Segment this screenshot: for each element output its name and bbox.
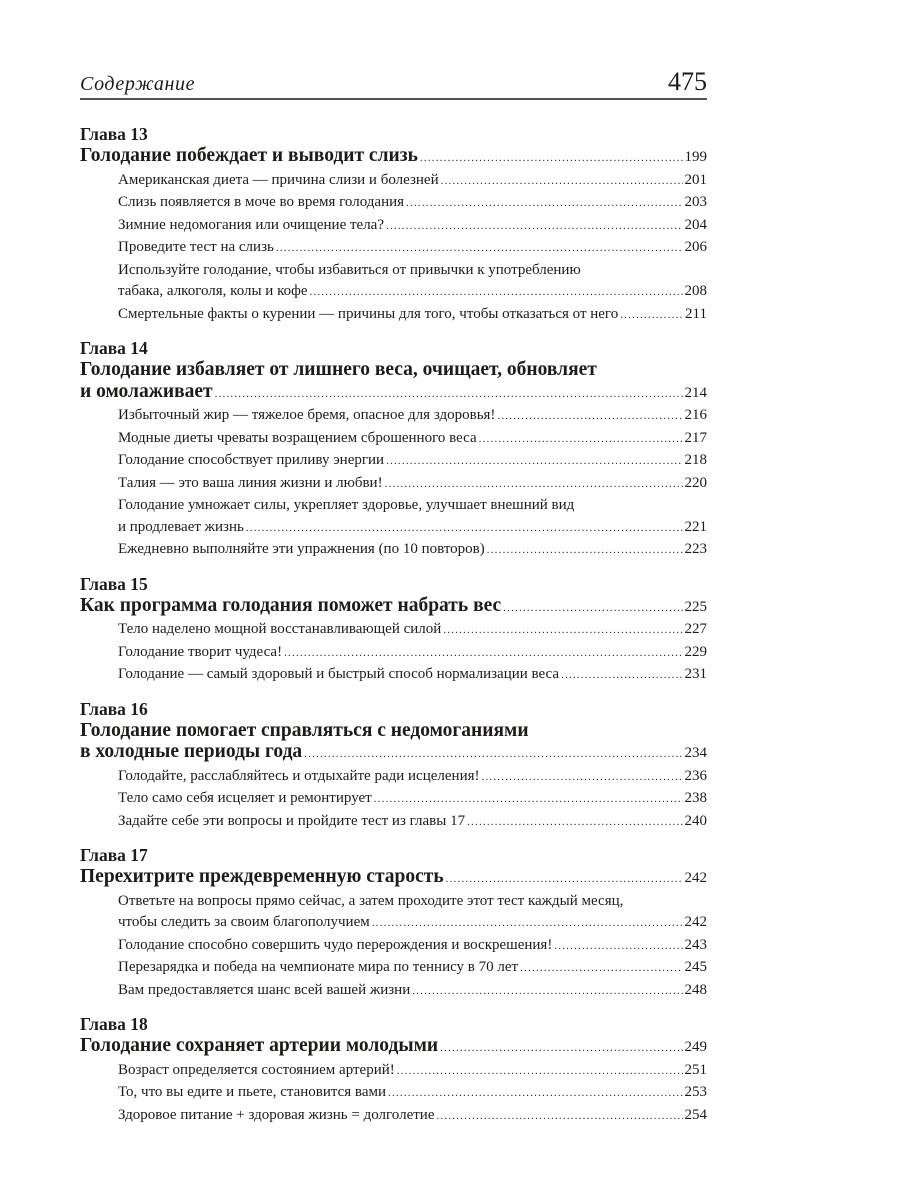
toc-entry-title: Перезарядка и победа на чемпионате мира по теннису в 70 лет xyxy=(118,959,519,975)
toc-entry-title: Голодание способно совершить чудо перерождения и воскрешения! xyxy=(118,936,553,953)
dot-leader xyxy=(284,643,682,665)
chapter-title-entry[interactable] xyxy=(80,866,707,891)
toc-entry-title: чтобы следить за своим благополучием xyxy=(118,914,370,930)
toc-entry-title: Задайте себе эти вопросы и пройдите тест из главы 17 xyxy=(118,812,466,829)
page-ref: 236 xyxy=(684,767,707,784)
toc-entry[interactable] xyxy=(80,935,707,958)
chapter-title-entry[interactable] xyxy=(80,381,707,406)
page-ref: 223 xyxy=(684,541,707,557)
chapter-title: Голодание побеждает и выводит слизь xyxy=(80,145,418,166)
page-ref: 245 xyxy=(684,959,707,975)
chapter-section xyxy=(80,338,707,562)
toc-entry-title: Вам предоставляется шанс всей вашей жизни xyxy=(118,981,411,998)
toc-entry[interactable] xyxy=(80,957,707,980)
dot-leader xyxy=(497,406,682,428)
book-page xyxy=(80,62,707,1139)
toc-entry-line: Голодание умножает силы, укрепляет здоровье, улучшает внешний вид xyxy=(118,497,575,513)
page-ref: 251 xyxy=(684,1061,707,1078)
toc-entry[interactable] xyxy=(80,1105,707,1128)
toc-entry-title: Американская диета — причина слизи и болезней xyxy=(118,171,439,188)
page-ref: 231 xyxy=(684,666,707,682)
toc-entry-line: Ответьте на вопросы прямо сейчас, а затем проходите этот тест каждый месяц, xyxy=(118,892,624,909)
chapter-title: Перехитрите преждевременную старость xyxy=(80,866,444,887)
toc-entry-title: Тело само себя исцеляет и ремонтирует xyxy=(118,790,372,806)
toc-entry[interactable] xyxy=(80,237,707,260)
chapter-section xyxy=(80,1014,707,1127)
toc-entry-title: Зимние недомогания или очищение тела? xyxy=(118,216,384,233)
toc-entry-title: Смертельные факты о курении — причины для того, чтобы отказаться от него xyxy=(118,305,619,322)
chapter-label: Глава 15 xyxy=(80,573,148,594)
dot-leader xyxy=(446,869,683,891)
toc-entry[interactable] xyxy=(80,788,707,811)
page-ref: 238 xyxy=(684,790,707,806)
page-ref: 234 xyxy=(684,745,707,761)
toc-entry-title: Талия — это ваша линия жизни и любви! xyxy=(118,474,383,491)
chapter-section xyxy=(80,574,707,687)
page-ref: 214 xyxy=(684,384,707,401)
page-ref: 204 xyxy=(684,216,707,233)
dot-leader xyxy=(443,620,682,642)
toc-entry[interactable] xyxy=(80,473,707,496)
toc-entry-title: Голодание творит чудеса! xyxy=(118,643,283,660)
chapter-title-entry[interactable] xyxy=(80,1035,707,1060)
running-head xyxy=(80,62,707,100)
page-ref: 221 xyxy=(684,518,707,535)
dot-leader xyxy=(520,958,682,980)
chapter-title: в холодные периоды года xyxy=(80,741,303,762)
page-ref: 254 xyxy=(684,1106,707,1123)
chapter-title-entry[interactable] xyxy=(80,145,707,170)
page-ref: 225 xyxy=(684,598,707,615)
toc-entry-line: Используйте голодание, чтобы избавиться от привычки к употреблению xyxy=(118,261,581,278)
chapter-title-line: Голодание помогает справляться с недомоганиями xyxy=(80,719,529,741)
toc-entry-title: Тело наделено мощной восстанавливающей силой xyxy=(118,621,442,637)
chapter-title: Голодание сохраняет артерии молодыми xyxy=(80,1035,439,1056)
dot-leader xyxy=(561,665,682,687)
toc-entry-title: Здоровое питание + здоровая жизнь = долголетие xyxy=(118,1106,435,1123)
toc-entry[interactable] xyxy=(80,405,707,428)
toc-entry[interactable] xyxy=(80,215,707,238)
page-ref: 203 xyxy=(684,194,707,210)
chapter-title-entry[interactable] xyxy=(80,595,707,620)
dot-leader xyxy=(482,767,683,789)
toc-entry[interactable] xyxy=(80,766,707,789)
toc-entry[interactable] xyxy=(80,811,707,834)
dot-leader xyxy=(397,1061,683,1083)
page-ref: 253 xyxy=(684,1084,707,1100)
page-ref: 243 xyxy=(684,936,707,953)
dot-leader xyxy=(374,789,683,811)
dot-leader xyxy=(406,193,682,215)
page-ref: 201 xyxy=(684,171,707,188)
page-ref: 242 xyxy=(684,870,707,886)
toc-entry[interactable] xyxy=(80,980,707,1003)
page-ref: 240 xyxy=(684,812,707,829)
dot-leader xyxy=(436,1106,682,1128)
chapter-title: Как программа голодания поможет набрать вес xyxy=(80,594,502,616)
toc-entry-title: Избыточный жир — тяжелое бремя, опасное для здоровья! xyxy=(118,407,496,423)
dot-leader xyxy=(276,238,683,260)
dot-leader xyxy=(467,812,682,834)
page-ref: 249 xyxy=(684,1039,707,1055)
chapter-label: Глава 13 xyxy=(80,124,148,144)
dot-leader xyxy=(412,981,682,1003)
page-ref: 206 xyxy=(684,239,707,255)
chapter-label: Глава 17 xyxy=(80,845,148,865)
dot-leader xyxy=(385,474,683,496)
dot-leader xyxy=(620,305,683,327)
toc-entry[interactable] xyxy=(80,664,707,687)
chapter-section xyxy=(80,699,707,834)
chapter-title-entry[interactable] xyxy=(80,741,707,766)
toc-entry[interactable] xyxy=(80,912,707,935)
dot-leader xyxy=(479,429,683,451)
page-ref: 227 xyxy=(684,621,707,637)
dot-leader xyxy=(554,936,682,958)
chapter-title: и омолаживает xyxy=(80,380,213,402)
toc-entry-title: Голодайте, расслабляйтесь и отдыхайте ради исцеления! xyxy=(118,767,480,784)
toc-entry[interactable] xyxy=(80,170,707,193)
page-number: 475 xyxy=(668,67,707,96)
toc-entry-title: Модные диеты чреваты возращением сброшенного веса xyxy=(118,429,477,446)
toc-entry-title: Голодание способствует приливу энергии xyxy=(118,452,385,468)
dot-leader xyxy=(440,1038,682,1060)
toc-entry-title: То, что вы едите и пьете, становится вами xyxy=(118,1084,386,1100)
chapter-label: Глава 16 xyxy=(80,698,148,719)
page-ref: 218 xyxy=(684,452,707,468)
page-ref: 242 xyxy=(684,914,707,930)
page-ref: 248 xyxy=(684,981,707,998)
dot-leader xyxy=(304,744,682,766)
toc-entry-title: Ежедневно выполняйте эти упражнения (по 10 повторов) xyxy=(118,541,485,557)
toc-entry-title: Возраст определяется состоянием артерий! xyxy=(118,1061,395,1078)
running-title: Содержание xyxy=(80,73,196,95)
page-ref: 208 xyxy=(684,283,707,299)
chapter-section xyxy=(80,845,707,1002)
page-ref: 199 xyxy=(684,149,707,165)
toc-entry-title: и продлевает жизнь xyxy=(118,518,244,535)
toc-entry[interactable] xyxy=(80,619,707,642)
toc-entry[interactable] xyxy=(80,304,707,327)
toc-entry-title: Проведите тест на слизь xyxy=(118,239,274,255)
toc-entry-title: Слизь появляется в моче во время голодания xyxy=(118,194,405,210)
page-ref: 216 xyxy=(684,407,707,423)
chapter-section xyxy=(80,124,707,326)
toc-entry-title: Голодание — самый здоровый и быстрый способ нормализации веса xyxy=(118,666,560,682)
dot-leader xyxy=(487,540,683,562)
toc-entry[interactable] xyxy=(80,1060,707,1083)
toc-entry[interactable] xyxy=(80,281,707,304)
dot-leader xyxy=(386,451,682,473)
toc-entry[interactable] xyxy=(80,539,707,562)
page-ref: 217 xyxy=(684,429,707,446)
table-of-contents xyxy=(80,124,707,1127)
chapter-label: Глава 14 xyxy=(80,338,148,358)
page-ref: 211 xyxy=(685,305,707,322)
toc-entry-title: табака, алкоголя, колы и кофе xyxy=(118,283,308,299)
toc-entry[interactable] xyxy=(80,642,707,665)
page-ref: 229 xyxy=(684,643,707,660)
dot-leader xyxy=(420,148,683,170)
toc-entry[interactable] xyxy=(80,192,707,215)
toc-entry[interactable] xyxy=(80,428,707,451)
dot-leader xyxy=(441,171,683,193)
dot-leader xyxy=(388,1083,683,1105)
dot-leader xyxy=(310,282,683,304)
toc-entry[interactable] xyxy=(80,450,707,473)
chapter-title-line: Голодание избавляет от лишнего веса, очищает, обновляет xyxy=(80,359,597,380)
page-ref: 220 xyxy=(684,474,707,491)
dot-leader xyxy=(246,518,683,540)
toc-entry[interactable] xyxy=(80,1082,707,1105)
chapter-label: Глава 18 xyxy=(80,1014,148,1034)
dot-leader xyxy=(215,384,683,406)
dot-leader xyxy=(372,913,683,935)
toc-entry[interactable] xyxy=(80,517,707,540)
dot-leader xyxy=(503,598,682,620)
dot-leader xyxy=(386,216,683,238)
